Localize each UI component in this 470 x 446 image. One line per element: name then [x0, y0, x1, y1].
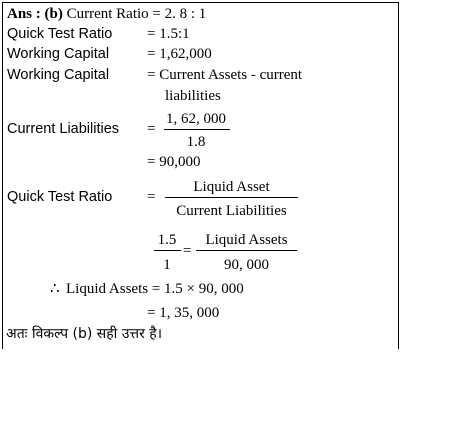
quick-test-ratio-numerator: Liquid Asset [193, 179, 270, 195]
fraction-bar [154, 250, 181, 251]
working-capital-formula-line1: = Current Assets - current [147, 67, 303, 83]
ratio-equals: = [183, 243, 192, 259]
therefore-symbol: ∴ [50, 281, 60, 297]
fraction-bar [165, 197, 298, 198]
current-liabilities-numerator: 1, 62, 000 [166, 111, 226, 127]
answer-line [7, 5, 206, 23]
answer-text: Current Ratio = 2. 8 : 1 [66, 6, 207, 22]
answer-prefix: Ans : [7, 6, 41, 22]
current-liabilities-equals: = [147, 121, 156, 137]
working-capital-value: = 1,62,000 [147, 46, 212, 62]
fraction-bar [164, 129, 230, 130]
quick-test-ratio-equals: = [147, 189, 156, 205]
working-capital-formula-line2: liabilities [165, 88, 221, 104]
conclusion-text: अतः विकल्प (b) सही उत्तर है। [6, 326, 163, 342]
quick-ratio-label: Quick Test Ratio [7, 26, 113, 42]
quick-ratio-value: = 1.5:1 [147, 26, 190, 42]
ratio-right-numerator: Liquid Assets [205, 232, 288, 248]
current-liabilities-label: Current Liabilities [7, 121, 120, 137]
liquid-assets-result: = 1, 35, 000 [147, 305, 220, 321]
current-liabilities-result: = 90,000 [147, 154, 201, 170]
quick-test-ratio-denominator: Current Liabilities [176, 203, 287, 219]
current-liabilities-denominator: 1.8 [186, 134, 206, 150]
liquid-assets-equation: Liquid Assets = 1.5 × 90, 000 [66, 281, 244, 297]
working-capital-formula-label: Working Capital [7, 67, 110, 83]
quick-test-ratio-label: Quick Test Ratio [7, 189, 113, 205]
ratio-right-denominator: 90, 000 [224, 257, 269, 273]
working-capital-label: Working Capital [7, 46, 110, 62]
ratio-left-denominator: 1 [163, 257, 171, 273]
fraction-bar [196, 250, 297, 251]
answer-option: (b) [44, 6, 63, 22]
ratio-left-numerator: 1.5 [157, 232, 177, 248]
